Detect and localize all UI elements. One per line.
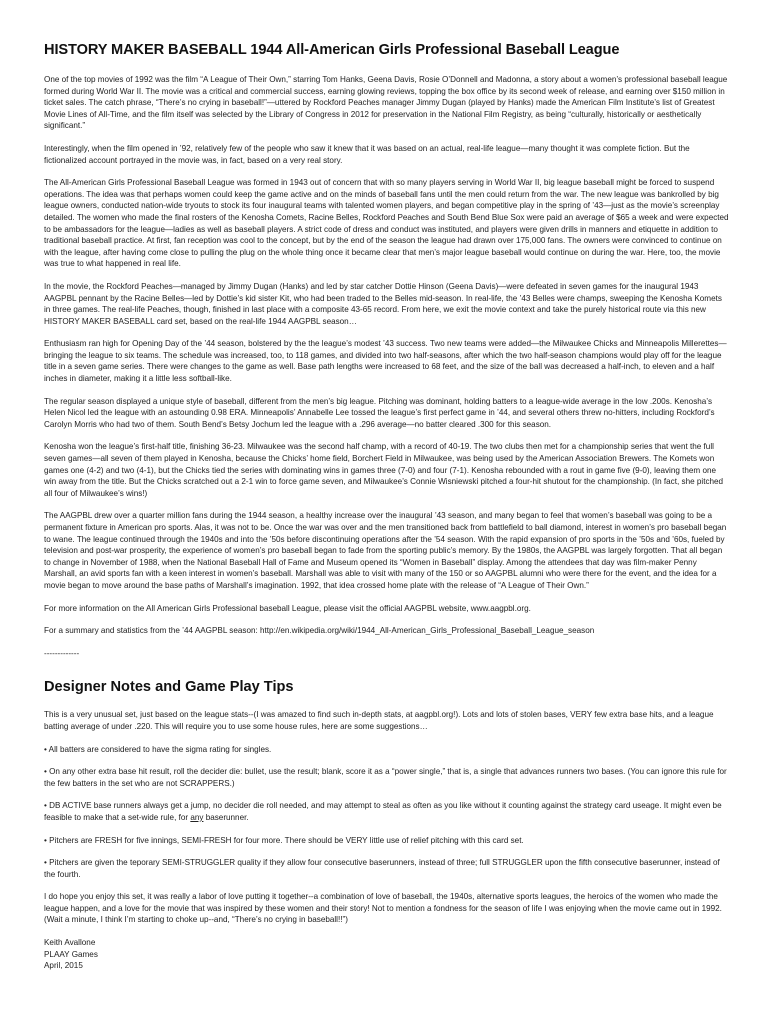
tip-db-active-text: • DB ACTIVE base runners always get a jump, no decider die roll needed, and may attempt to steal as often as you like without it counting against the strategy card useage. It might even be feasible to make that a set-wide rule, for [44, 801, 722, 822]
notes-intro: This is a very unusual set, just based on the league stats--(I was amazed to find such in-depth stats, at aagpbl.org!). Lots and lots of stolen bases, VERY few extra base hits, and a league batting average of under .220. This will require you to use some house rules, here are some suggestions… [44, 710, 714, 731]
paragraph-league-formation: The All-American Girls Professional Baseball League was formed in 1943 out of concern that with so many players serving in World War II, big league baseball might be forced to suspend operations. The idea was that perhaps women could keep the game active and on the minds of baseball fans until the men could return from the war. The new league was bankrolled by big league owners, conducted nation-wide tryouts to stock its four inaugural teams with talented women players, and began competitive play in the spring of ’43—just as the movie’s screenplay detailed. The women who made the final rosters of the Kenosha Comets, Racine Belles, Rockford Peaches and South Bend Blue Sox were paid an average of $65 a week and were expected to be ambassadors for the league—ladies as well as baseball players. A strict code of dress and conduct was instituted, and players were given drills in manners and etiquette in addition to traditional baseball practice. At first, fan reception was cool to the concept, but by the end of the season the league had drawn over 175,000 fans. The owners were convinced to continue on with the league, after having come close to pulling the plug on the whole thing once it became clear that men’s major league baseball would continue on during the war. Here, too, the movie was true to what happened in real life. [44, 178, 729, 269]
separator: ------------- [44, 648, 80, 658]
signature-block [44, 937, 730, 972]
tip-db-active [44, 800, 730, 823]
tip-struggler: • Pitchers are given the teporary SEMI-STRUGGLER quality if they allow four consecutive baserunners, instead of three; full STRUGGLER upon the fifth consecutive baserunner, instead of the fourth. [44, 858, 720, 879]
designer-notes-heading: Designer Notes and Game Play Tips [44, 679, 294, 696]
page-title: HISTORY MAKER BASEBALL 1944 All-American Girls Professional Baseball League [44, 42, 620, 58]
paragraph-legacy: The AAGPBL drew over a quarter million fans during the 1944 season, a healthy increase over the inaugural ’43 season, and many began to feel that women’s baseball was going to be a permanent fixture in American pro sports. Alas, it was not to be. Once the war was over and the men transitioned back from battlefield to ball diamond, interest in women’s pro baseball began to wane. The league continued through the 1940s and into the ’50s before discontinuing operations after the ’54 season. With the rapid expansion of pro sports in the ’50s and ’60s, fueled by television and post-war prosperity, the experience of women’s pro baseball began to fade from the sporting public’s memory. By the 1980s, the AAGPBL was largely forgotten. That all began to change in November of 1988, when the National Baseball Hall of Fame and Museum opened its “Women in Baseball” display. Among the attendees that day was film-maker Penny Marshall, an avid sports fan with a keen interest in women’s baseball. Marshall was able to visit with many of the 150 or so AAGPBL alumni who were there for the event, and the idea for a movie began to move around the base paths of Marshall’s imagination. 1992, that idea crossed home plate with the release of “A League of Their Own.” [44, 511, 727, 590]
closing-paragraph: I do hope you enjoy this set, it was really a labor of love putting it together--a combination of love of baseball, the 1940s, alternative sports leagues, the heroics of the women who made the league happen, and a love for the movie that was inspired by these women and their story! Not to mention a fondness for the season of life I was enjoying when the movie came out in 1992. (Wait a minute, I think I’m starting to choke up--and, “There’s no crying in baseball!!”) [44, 892, 722, 925]
signature-company: PLAAY Games [44, 949, 98, 959]
paragraph-regular-season: The regular season displayed a unique style of baseball, different from the men’s big league. Pitching was dominant, holding batters to a league-wide average in the low .200s. Kenosha’s Helen Nicol led the league with an astounding 0.98 ERA. Minneapolis’ Annabelle Lee tossed the league’s first perfect game in ’44, and several others threw no-hitters, including Rockford’s Carolyn Morris who had two of them. South Bend’s Betsy Jochum led the league with a .296 average—no batter cleared .300 for this season. [44, 396, 715, 429]
signature-date: April, 2015 [44, 961, 83, 971]
paragraph-championship: Kenosha won the league’s first-half title, finishing 36-23. Milwaukee was the second half champ, with a record of 40-19. The two clubs then met for a championship series that went the full seven games—all seven of them played in Kenosha, because the Chicks’ home field, Borchert Field in Milwaukee, was being used by the American Association Brewers. The Komets won games one (4-2) and two (4-1), but the Chicks tied the series with dominating wins in games three (7-0) and four (7-1). Kenosha rebounded with a rout in game five (9-0), leaving them one win away from the title. But the Chicks scratched out a 2-1 win to force game seven, and Milwaukee’s Connie Wisniewski pitched a four-hit shutout for the championship. (In fact, she pitched all four of Milwaukee’s wins!) [44, 442, 724, 498]
tip-power-single: • On any other extra base hit result, roll the decider die: bullet, use the result; blank, score it as a “power single,” that is, a single that advances runners two bases. (You can ignore this rule for the few batters in the set who are not SCRAPPERS.) [44, 767, 727, 788]
tip-fresh-pitchers: • Pitchers are FRESH for five innings, SEMI-FRESH for four more. There should be VERY little use of relief pitching with this card set. [44, 835, 524, 845]
signature-name: Keith Avallone [44, 938, 96, 948]
paragraph-more-info: For more information on the All American Girls Professional baseball League, please visit the official AAGPBL website, www.aagpbl.org. [44, 603, 531, 613]
paragraph-movie-vs-reality: In the movie, the Rockford Peaches—managed by Jimmy Dugan (Hanks) and led by star catcher Dottie Hinson (Geena Davis)—were defeated in seven games for the inaugural 1943 AAGPBL pennant by the Racine Belles—led by Dottie’s kid sister Kit, who had been traded to the Belles mid-season. In real-life, the ’43 Belles were champs, sweeping the Kenosha Komets in three games. The real-life Peaches, though, finished in last place with a composite 43-65 record. From here, we exit the movie context and take the purely historical route via this new HISTORY MAKER BASEBALL card set, based on the real-life 1944 AAGPBL season… [44, 281, 722, 326]
tip-db-active-emphasis: any [190, 812, 204, 822]
tip-db-active-end: baserunner. [203, 812, 249, 822]
paragraph-1944-expansion: Enthusiasm ran high for Opening Day of the ’44 season, bolstered by the the league’s modest ’43 success. Two new teams were added—the Milwaukee Chicks and Minneapolis Millerettes—bringing the league to six teams. The schedule was increased, too, to 118 games, and divided into two half-seasons, after which the two half-season champions would play off for the league title in a seven game series. There were changes to the game as well. Base path lengths were increased to 68 feet, and the size of the ball was decreased a half-inch, to eleven and a half inches in diameter, making it a little less softball-like. [44, 339, 727, 384]
paragraph-real-story: Interestingly, when the film opened in ’92, relatively few of the people who saw it knew that it was based on an actual, real-life league—many thought it was complete fiction. But the fictionalized account portrayed in the movie was, in fact, based on a very real story. [44, 143, 690, 165]
paragraph-stats-link: For a summary and statistics from the ’44 AAGPBL season: http://en.wikipedia.org/wiki/1944_All-American_Girls_Professional_Baseball_League_season [44, 626, 595, 636]
tip-sigma-rating: • All batters are considered to have the sigma rating for singles. [44, 744, 272, 754]
paragraph-movie-intro: One of the top movies of 1992 was the film “A League of Their Own,” starring Tom Hanks, Geena Davis, Rosie O’Donnell and Madonna, a story about a women’s professional baseball league formed during World War II. The movie was a critical and commercial success, earning glowing reviews, topping the box office by its second week of release, and earning over $150 million in ticket sales. The catch phrase, “There’s no crying in baseball!”—uttered by Rockford Peaches manager Jimmy Dugan (played by Hanks) made the American Film Institute’s list of Greatest Movie Lines of All-Time, and the film itself was selected by the Library of Congress in 2012 for preservation in the National Film Registry, as being “culturally, historically or aesthetically significant.” [44, 75, 728, 131]
